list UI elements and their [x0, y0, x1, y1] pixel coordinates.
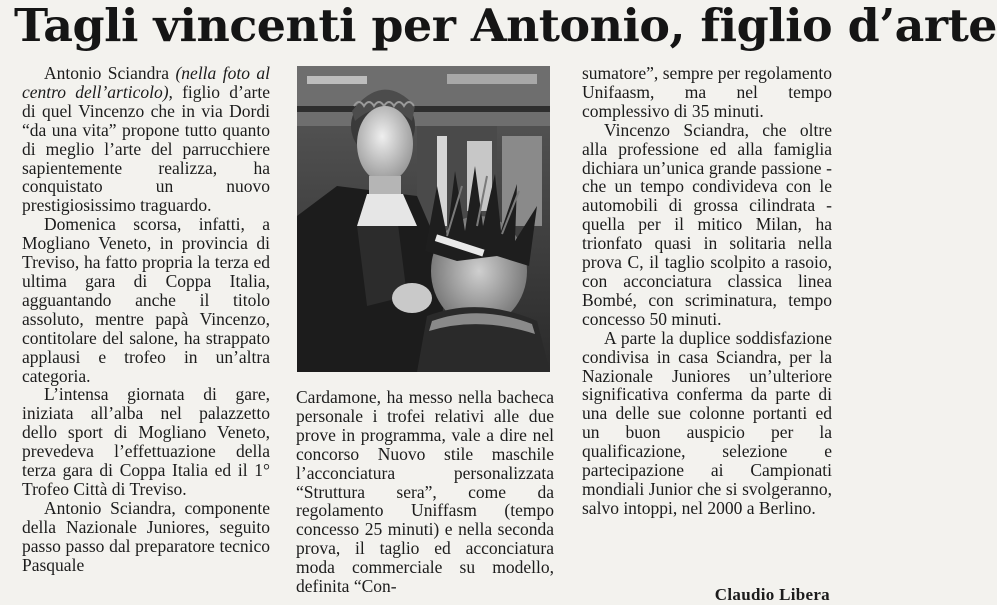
- paragraph-lead: Antonio Sciandra: [44, 63, 176, 83]
- article-photo: [297, 66, 550, 372]
- photo-reference: (nella foto al centro dell’articolo),: [22, 63, 270, 102]
- hairdresser-photo: [297, 66, 550, 372]
- headline: Tagli vincenti per Antonio, figlio d’arte: [14, 0, 997, 52]
- paragraph: Domenica scorsa, infatti, a Mogliano Veneto, in provincia di Treviso, ha fatto propria la terza ed ultima gara di Coppa Italia, agguantando anche il titolo assoluto, mentre papà Vincenzo, contitolare del salone, ha strappato applausi e trofeo in un’altra categoria.: [22, 214, 270, 386]
- paragraph: Antonio Sciandra, componente della Nazionale Juniores, seguito passo passo dal preparatore tecnico Pasquale: [22, 497, 270, 575]
- byline: Claudio Libera: [714, 585, 830, 604]
- paragraph-rest: figlio d’arte di quel Vincenzo che in via Dordi “da una vita” propone tutto quanto di meglio l’arte del parrucchiere sapientemente realizza, ha conquistato un nuovo prestigiosissimo traguardo.: [22, 81, 270, 216]
- paragraph: sumatore”, sempre per regolamento Unifaasm, ma nel tempo complessivo di 35 minuti.: [582, 63, 832, 121]
- paragraph: [22, 64, 270, 215]
- paragraph: Cardamone, ha messo nella bacheca personale i trofei relativi alle due prove in programma, vale a dire nel concorso Nuovo stile maschile l’acconciatura personalizzata “Struttura sera”, come da regolamento Uniffasm (tempo concesso 25 minuti) e nella seconda prova, il taglio ed acconciatura moda commerciale su modello, definita “Con-: [296, 387, 554, 597]
- article-column-2: [296, 388, 554, 596]
- paragraph: A parte la duplice soddisfazione condivisa in casa Sciandra, per la Nazionale Juniores un’ulteriore significativa conferma da parte di una delle sue colonne portanti ed un buon auspicio per la qualificazione, selezione e partecipazione ai Campionati mondiali Junior che si svolgeranno, salvo intoppi, nel 2000 a Berlino.: [582, 327, 832, 518]
- article-column-3: [582, 64, 832, 518]
- paragraph: L’intensa giornata di gare, iniziata all’alba nel palazzetto dello sport di Mogliano Veneto, prevedeva l’effettuazione della terza gara di Coppa Italia ed il 1° Trofeo Città di Treviso.: [22, 384, 270, 499]
- paragraph: Vincenzo Sciandra, che oltre alla professione ed alla famiglia dichiara un’unica grande passione - che un tempo condivideva con le automobili di grossa cilindrata - quella per il mitico Milan, ha trionfato quasi in solitaria nella prova C, il taglio scolpito a rasoio, con acconciatura classica linea Bombé, con scriminatura, tempo concesso 50 minuti.: [582, 119, 832, 329]
- article-column-1: [22, 64, 270, 574]
